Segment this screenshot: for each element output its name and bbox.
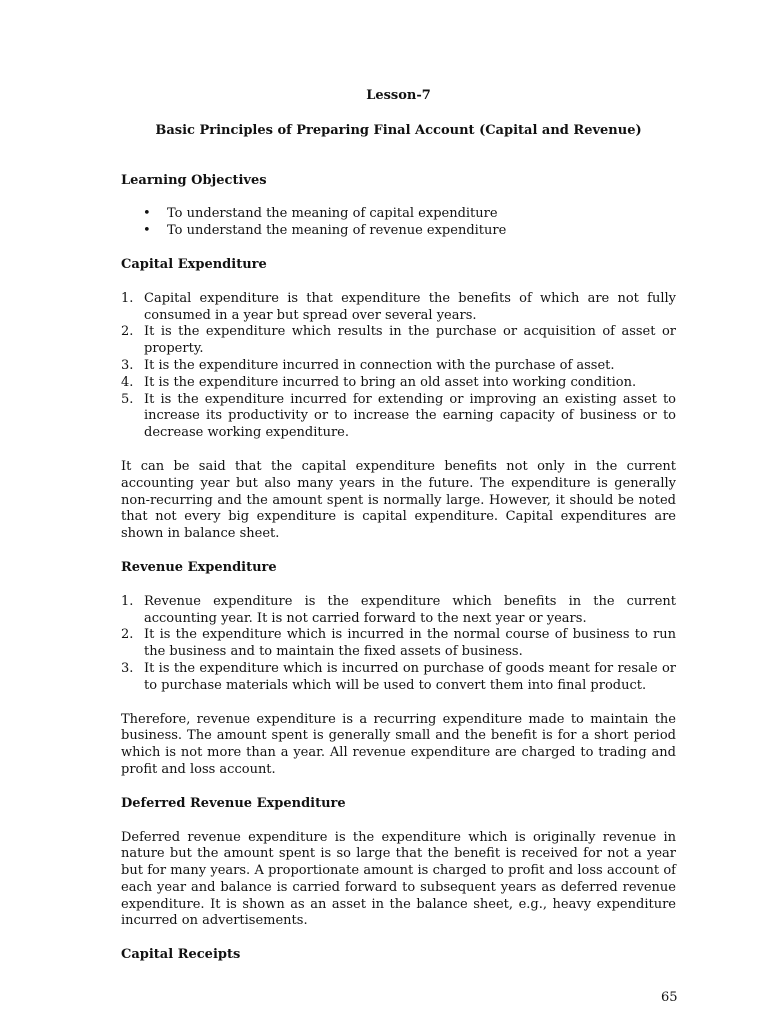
item-text: It is the expenditure incurred for extending or improving an existing asset to increase its productivity or to increase the earning capacity of business or to decrease working expenditure.: [144, 391, 676, 441]
deferred-revenue-expenditure-paragraph: Deferred revenue expenditure is the expenditure which is originally revenue in nature but the amount spent is so large that the benefit is received for not a year but for many years. A proportionate amount is charged to profit and loss account of each year and balance is carried forward to subsequent years as deferred revenue expenditure. It is shown as an asset in the balance sheet, e.g., heavy expenditure incurred on advertisements.: [121, 829, 676, 929]
list-item: [121, 661, 676, 695]
lesson-number: Lesson-7: [366, 88, 431, 103]
list-item: [121, 392, 676, 442]
item-text: It is the expenditure which is incurred on purchase of goods meant for resale or to purchase materials which will be used to convert them into final product.: [144, 660, 676, 693]
item-text: Capital expenditure is that expenditure the benefits of which are not fully consumed in a year but spread over several years.: [144, 290, 676, 323]
capital-receipts-heading: Capital Receipts: [121, 947, 241, 963]
item-text: It is the expenditure incurred to bring an old asset into working condition.: [144, 374, 637, 390]
list-item: [121, 291, 676, 325]
list-item: [121, 375, 676, 392]
item-text: Revenue expenditure is the expenditure which benefits in the current accounting year. It is not carried forward to the next year or years.: [144, 593, 676, 626]
objective-text: To understand the meaning of capital expenditure: [167, 206, 498, 222]
learning-objectives-list: [121, 206, 676, 240]
list-item: [121, 324, 676, 358]
item-number: 5.: [121, 391, 134, 407]
capital-expenditure-heading: Capital Expenditure: [121, 256, 267, 272]
page-content: [121, 88, 676, 964]
capital-expenditure-list: [121, 291, 676, 442]
bullet-icon: •: [143, 206, 151, 222]
item-number: 2.: [121, 627, 134, 643]
item-number: 1.: [121, 290, 134, 306]
capital-expenditure-paragraph: It can be said that the capital expenditure benefits not only in the current accounting year but also many years in the future. The expenditure is generally non-recurring and the amount spent is normally large. However, it should be noted that not every big expenditure is capital expenditure. Capital expenditures are shown in balance sheet.: [121, 458, 676, 542]
list-item: [121, 206, 676, 223]
revenue-expenditure-list: [121, 594, 676, 695]
deferred-revenue-expenditure-heading: Deferred Revenue Expenditure: [121, 795, 346, 811]
item-number: 1.: [121, 593, 134, 609]
item-text: It is the expenditure which is incurred in the normal course of business to run the business and to maintain the fixed assets of business.: [144, 627, 676, 660]
objective-text: To understand the meaning of revenue expenditure: [167, 223, 507, 239]
item-number: 2.: [121, 324, 134, 340]
list-item: [121, 594, 676, 628]
item-text: It is the expenditure incurred in connection with the purchase of asset.: [144, 357, 615, 373]
document-title: Basic Principles of Preparing Final Account (Capital and Revenue): [155, 122, 642, 138]
bullet-icon: •: [143, 223, 151, 239]
item-number: 3.: [121, 660, 134, 676]
list-item: [121, 627, 676, 661]
learning-objectives-heading: Learning Objectives: [121, 172, 267, 188]
list-item: [121, 223, 676, 240]
revenue-expenditure-heading: Revenue Expenditure: [121, 559, 277, 575]
item-number: 4.: [121, 374, 134, 390]
list-item: [121, 358, 676, 375]
revenue-expenditure-paragraph: Therefore, revenue expenditure is a recurring expenditure made to maintain the business. The amount spent is generally small and the benefit is for a short period which is not more than a year. All revenue expenditure are charged to trading and profit and loss account.: [121, 711, 676, 777]
item-number: 3.: [121, 357, 134, 373]
page-number: 65: [661, 990, 678, 1005]
item-text: It is the expenditure which results in the purchase or acquisition of asset or property.: [144, 324, 676, 357]
